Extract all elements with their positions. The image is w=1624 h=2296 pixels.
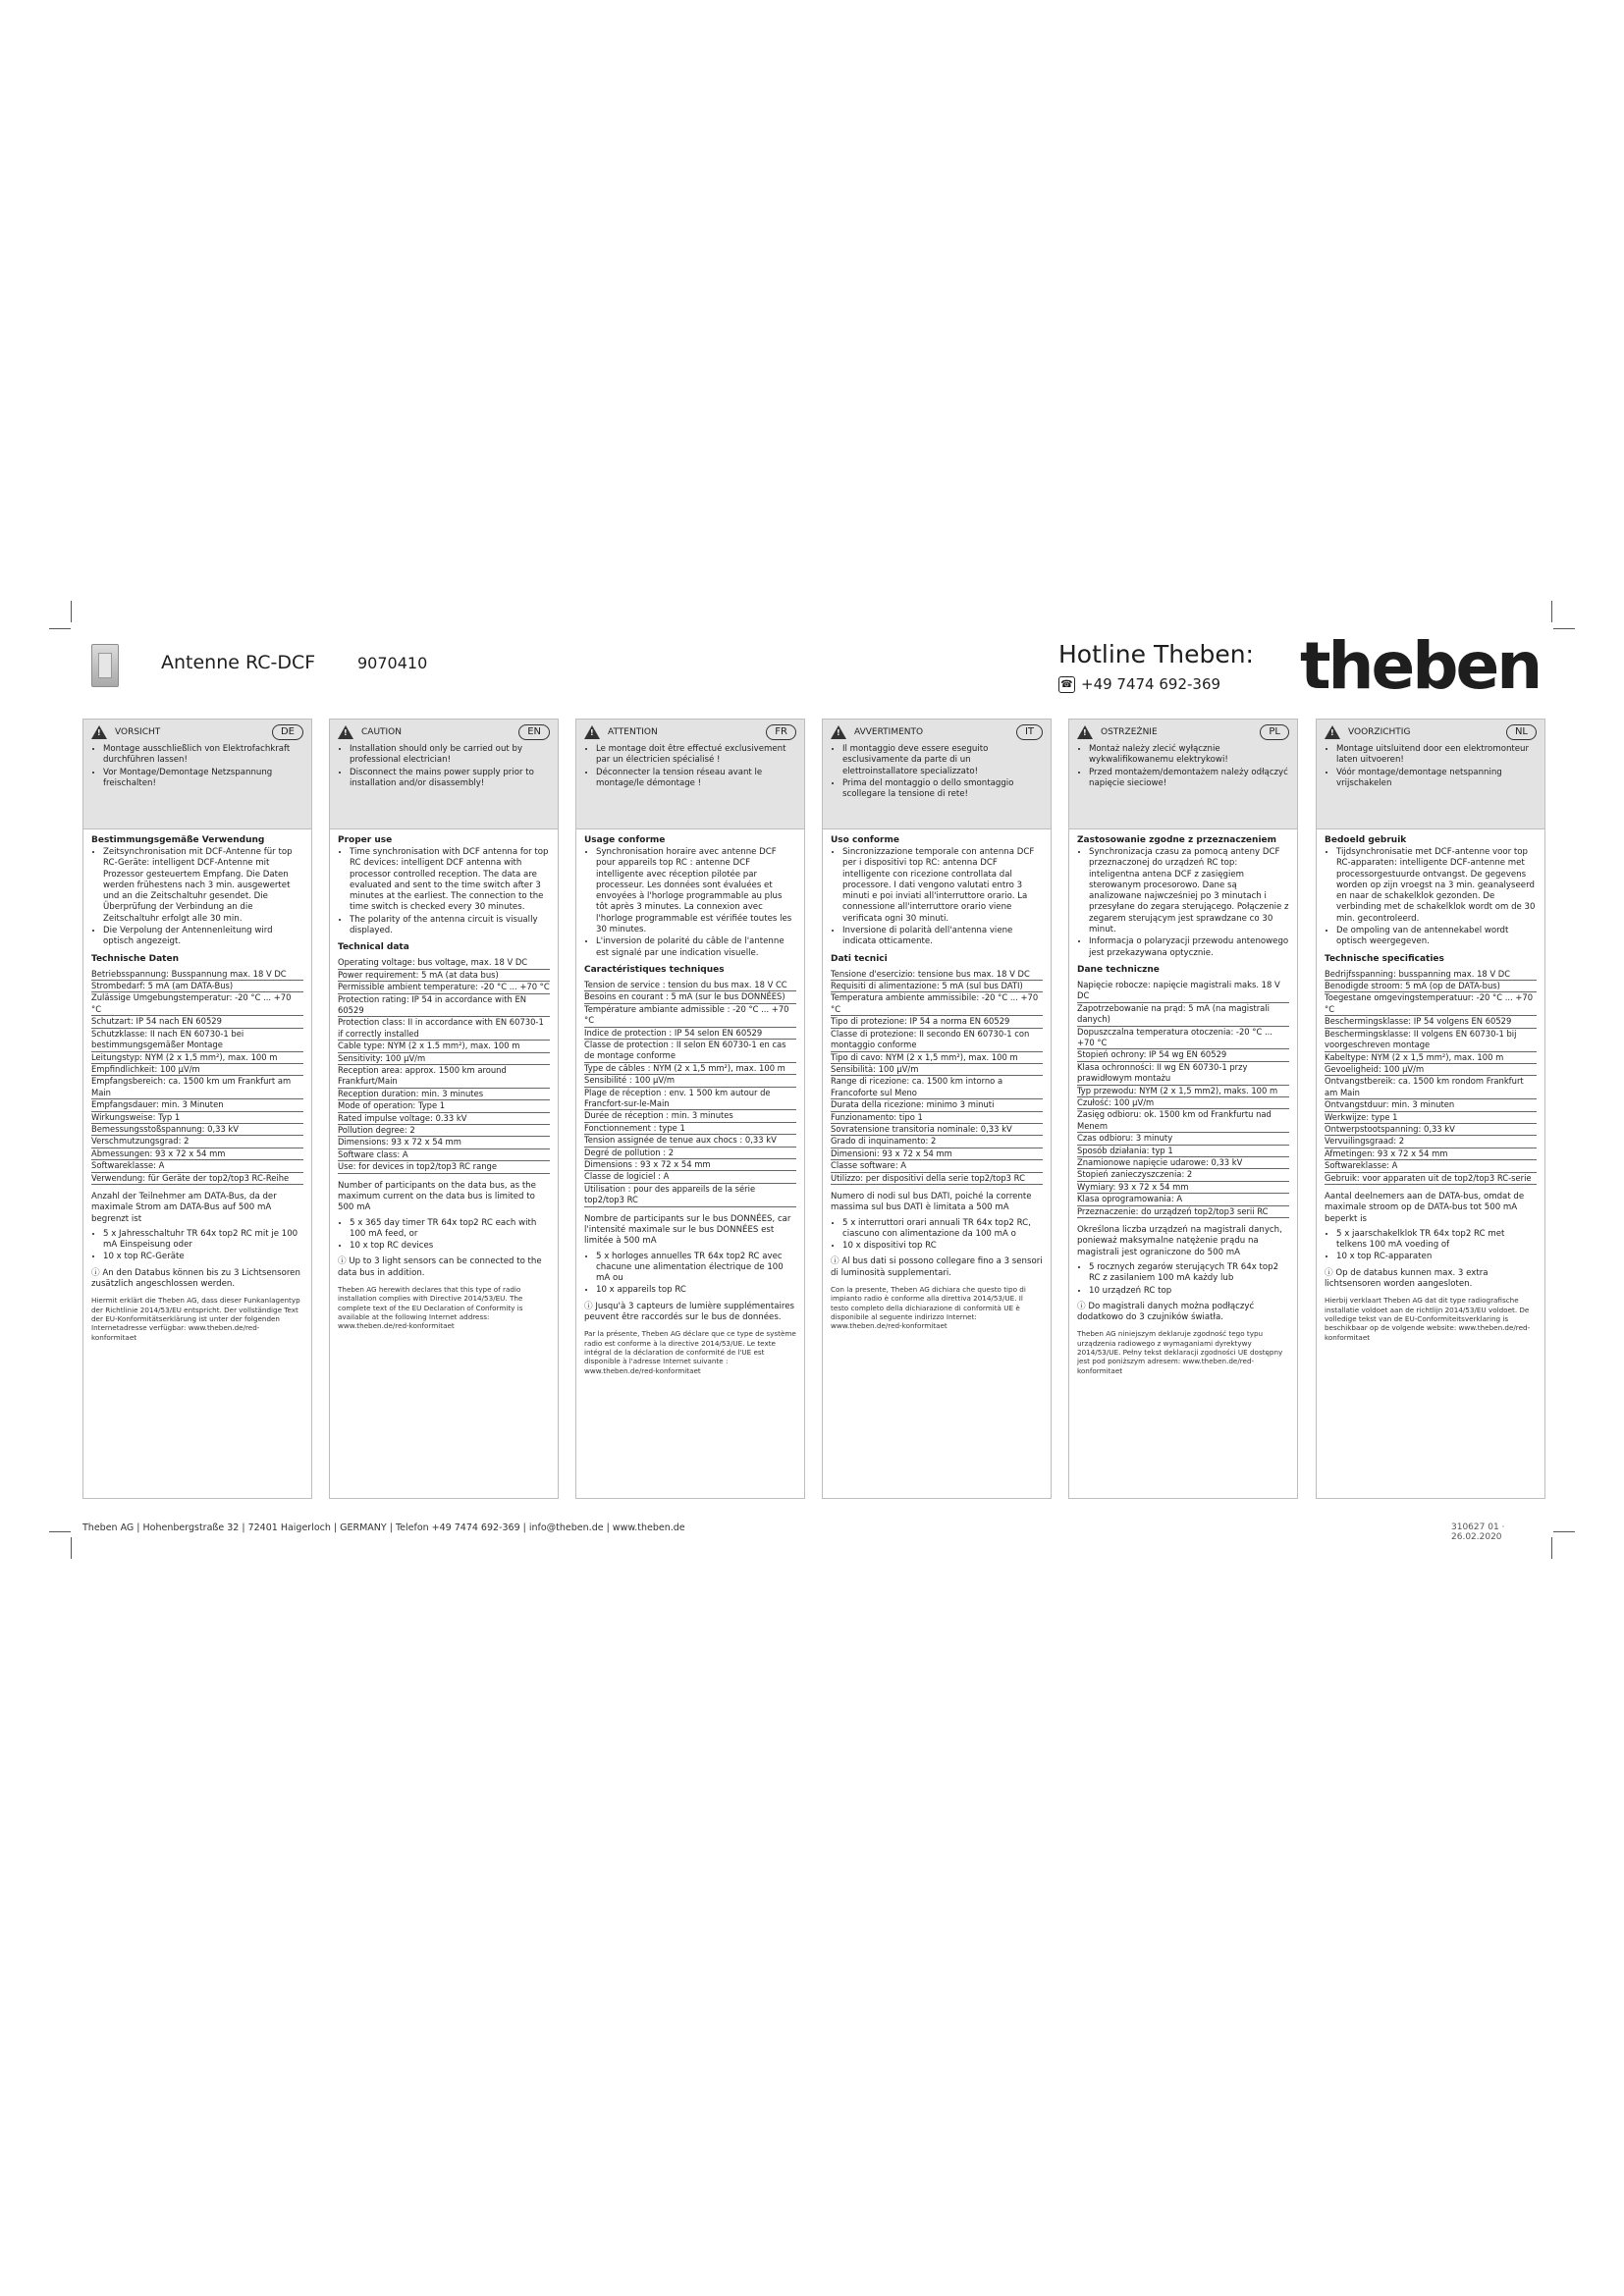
tech-row: Stopień ochrony: IP 54 wg EN 60529 xyxy=(1077,1049,1289,1061)
crop-mark xyxy=(1553,1531,1575,1532)
tech-row: Sensibilité : 100 µV/m xyxy=(584,1075,796,1087)
phone-icon: ☎ xyxy=(1058,676,1075,693)
section-heading-tech: Technische specificaties xyxy=(1325,953,1444,964)
tech-row: Bedrijfsspanning: busspanning max. 18 V DC xyxy=(1325,969,1537,981)
tech-row: Type de câbles : NYM (2 x 1,5 mm²), max. 100 m xyxy=(584,1063,796,1075)
use-list xyxy=(338,847,550,936)
document-number: 310627 01 · 26.02.2020 xyxy=(1451,1522,1505,1542)
list-item: • Montage ausschließlich von Elektrofachkraft durchführen lassen! xyxy=(103,744,303,767)
tech-row: Software class: A xyxy=(338,1149,550,1161)
language-badge: DE xyxy=(272,724,303,740)
crop-mark xyxy=(49,1531,71,1532)
tech-row: Zulässige Umgebungstemperatur: -20 °C ... +70 °C xyxy=(91,992,303,1016)
tech-row: Vervuilingsgraad: 2 xyxy=(1325,1136,1537,1148)
tech-row: Toegestane omgevingstemperatuur: -20 °C ... +70 °C xyxy=(1325,992,1537,1016)
tech-row: Dopuszczalna temperatura otoczenia: -20 °C ... +70 °C xyxy=(1077,1027,1289,1050)
list-item: • 10 x top RC devices xyxy=(350,1241,550,1252)
list-item: • 5 x interruttori orari annuali TR 64x top2 RC, ciascuno con alimentazione da 100 mA o xyxy=(842,1218,1043,1241)
section-heading-use: Bestimmungsgemäße Verwendung xyxy=(91,835,265,845)
list-item: • Sincronizzazione temporale con antenna DCF per i dispositivi top RC: antenna DCF intelligente con ricezione controllata dal processore. I dati vengono valutati entro 3 minuti e poi inviati all'interruttore orario. La connessione all'interruttore orario viene verificata ogni 30 minuti. xyxy=(842,847,1043,925)
language-column-it xyxy=(822,719,1052,1499)
list-item: • 10 x appareils top RC xyxy=(596,1285,796,1296)
bus-list xyxy=(338,1218,550,1253)
list-item: • Time synchronisation with DCF antenna for top RC devices: intelligent DCF antenna with processor controlled reception. The data are evaluated and sent to the time switch after 3 minutes at the earliest. The connection to the time switch is checked every 30 minutes. xyxy=(350,847,550,914)
section-heading-use: Bedoeld gebruik xyxy=(1325,835,1407,845)
conformity-declaration: Par la présente, Theben AG déclare que ce type de système radio est conforme à la directive 2014/53/UE. Le texte intégral de la déclaration de conformité de l'UE est disponible à l'adresse Internet suivante : www.theben.de/red-konformitaet xyxy=(584,1329,796,1375)
warning-list xyxy=(584,744,796,789)
warning-icon: ! xyxy=(1077,725,1093,739)
use-list xyxy=(831,847,1043,948)
crop-mark xyxy=(1551,601,1552,622)
bus-text: Aantal deelnemers aan de DATA-bus, omdat de maximale stroom op de DATA-bus tot 500 mA beperkt is xyxy=(1325,1191,1525,1224)
tech-row: Sposób działania: typ 1 xyxy=(1077,1146,1289,1157)
tech-row: Power requirement: 5 mA (at data bus) xyxy=(338,970,550,982)
warning-box xyxy=(330,720,558,829)
section-heading-tech: Caractéristiques techniques xyxy=(584,964,725,975)
warning-list xyxy=(1077,744,1289,789)
list-item: • L'inversion de polarité du câble de l'antenne est signalé par une indication visuelle. xyxy=(596,936,796,959)
tech-row: Besoins en courant : 5 mA (sur le bus DONNÉES) xyxy=(584,991,796,1003)
tech-row: Przeznaczenie: do urządzeń top2/top3 serii RC xyxy=(1077,1206,1289,1218)
tech-row: Betriebsspannung: Busspannung max. 18 V DC xyxy=(91,969,303,981)
tech-row: Permissible ambient temperature: -20 °C ... +70 °C xyxy=(338,982,550,993)
warning-list xyxy=(338,744,550,789)
bus-list xyxy=(584,1252,796,1297)
language-badge: IT xyxy=(1016,724,1043,740)
tech-row: Tensione d'esercizio: tensione bus max. 18 V DC xyxy=(831,969,1043,981)
tech-row: Schutzart: IP 54 nach EN 60529 xyxy=(91,1016,303,1028)
info-note: ⓘ Al bus dati si possono collegare fino a 3 sensori di luminosità supplementari. xyxy=(831,1256,1043,1278)
list-item: • Le montage doit être effectué exclusivement par un électricien spécialisé ! xyxy=(596,744,796,767)
bus-text: Określona liczba urządzeń na magistrali danych, ponieważ maksymalne natężenie prądu na magistrali jest ograniczone do 500 mA xyxy=(1077,1225,1282,1257)
tech-row: Dimensioni: 93 x 72 x 54 mm xyxy=(831,1148,1043,1160)
tech-row: Durée de réception : min. 3 minutes xyxy=(584,1110,796,1122)
tech-row: Ontwerpstootspanning: 0,33 kV xyxy=(1325,1124,1537,1136)
warning-icon: ! xyxy=(91,725,107,739)
tech-row: Utilizzo: per dispositivi della serie top2/top3 RC xyxy=(831,1173,1043,1185)
hotline-label: Hotline Theben: xyxy=(1058,640,1254,668)
tech-row: Beschermingsklasse: IP 54 volgens EN 60529 xyxy=(1325,1016,1537,1028)
list-item: • De ompoling van de antennekabel wordt optisch weergegeven. xyxy=(1336,926,1537,948)
use-list xyxy=(1077,847,1289,959)
tech-row: Leitungstyp: NYM (2 x 1,5 mm²), max. 100 m xyxy=(91,1052,303,1064)
warning-title: ATTENTION xyxy=(608,727,658,737)
language-badge: NL xyxy=(1506,724,1537,740)
tech-row: Klasa ochronności: II wg EN 60730-1 przy prawidłowym montażu xyxy=(1077,1062,1289,1086)
list-item: • Installation should only be carried out by professional electrician! xyxy=(350,744,550,767)
hotline-phone xyxy=(1058,675,1220,693)
tech-row: Indice de protection : IP 54 selon EN 60529 xyxy=(584,1028,796,1040)
tech-row: Tension de service : tension du bus max. 18 V CC xyxy=(584,980,796,991)
list-item: • The polarity of the antenna circuit is visually displayed. xyxy=(350,915,550,937)
crop-mark xyxy=(49,628,71,629)
tech-row: Rated impulse voltage: 0.33 kV xyxy=(338,1113,550,1125)
tech-row: Werkwijze: type 1 xyxy=(1325,1112,1537,1124)
tech-row: Sensibilità: 100 µV/m xyxy=(831,1064,1043,1076)
list-item: • Vor Montage/Demontage Netzspannung freischalten! xyxy=(103,768,303,790)
warning-title: CAUTION xyxy=(361,727,402,737)
bus-list xyxy=(831,1218,1043,1253)
tech-row: Dimensions : 93 x 72 x 54 mm xyxy=(584,1159,796,1171)
bus-list xyxy=(91,1229,303,1263)
section-heading-use: Usage conforme xyxy=(584,835,666,845)
tech-row: Ontvangstduur: min. 3 minuten xyxy=(1325,1099,1537,1111)
warning-box xyxy=(1069,720,1297,829)
list-item: • 10 x top RC-Geräte xyxy=(103,1252,303,1262)
article-number: 9070410 xyxy=(357,654,428,672)
list-item: • 5 x Jahresschaltuhr TR 64x top2 RC mit je 100 mA Einspeisung oder xyxy=(103,1229,303,1252)
instruction-sheet xyxy=(82,628,1545,1542)
tech-row: Classe software: A xyxy=(831,1160,1043,1172)
list-item: • Il montaggio deve essere eseguito esclusivamente da parte di un elettroinstallatore specializzato! xyxy=(842,744,1043,777)
warning-title: VORSICHT xyxy=(115,727,161,737)
tech-row: Grado di inquinamento: 2 xyxy=(831,1136,1043,1148)
warning-list xyxy=(91,744,303,789)
language-column-fr xyxy=(575,719,805,1499)
tech-row: Dimensions: 93 x 72 x 54 mm xyxy=(338,1137,550,1148)
tech-row: Utilisation : pour des appareils de la série top2/top3 RC xyxy=(584,1184,796,1207)
list-item: • 5 rocznych zegarów sterujących TR 64x top2 RC z zasilaniem 100 mA każdy lub xyxy=(1089,1262,1289,1285)
info-note: ⓘ Op de databus kunnen max. 3 extra lichtsensoren worden aangesloten. xyxy=(1325,1267,1489,1290)
tech-row: Use: for devices in top2/top3 RC range xyxy=(338,1161,550,1173)
list-item: • Synchronisation horaire avec antenne DCF pour appareils top RC : antenne DCF intelligente avec réception pilotée par processeur. Les données sont évaluées et envoyées à l'horloge programmable au plus tôt après 3 minutes. La connexion avec l'horloge programmable est vérifiée toutes les 30 minutes. xyxy=(596,847,796,935)
bus-text: Numero di nodi sul bus DATI, poiché la corrente massima sul bus DATI è limitata a 500 mA xyxy=(831,1191,1032,1213)
tech-row: Funzionamento: tipo 1 xyxy=(831,1112,1043,1124)
tech-row: Abmessungen: 93 x 72 x 54 mm xyxy=(91,1148,303,1160)
conformity-declaration: Hiermit erklärt die Theben AG, dass dieser Funkanlagentyp der Richtlinie 2014/53/EU entspricht. Der vollständige Text der EU-Konformitätserklärung ist unter der folgenden Internetadresse verfügbar: www.theben.de/red-konformitaet xyxy=(91,1296,300,1342)
crop-mark xyxy=(1553,628,1575,629)
tech-data-table xyxy=(338,957,550,1173)
language-column-pl xyxy=(1068,719,1298,1499)
use-list xyxy=(91,847,303,948)
conformity-declaration: Theben AG niniejszym deklaruje zgodność tego typu urządzenia radiowego z wymaganiami dyrektywy 2014/53/UE. Pełny tekst deklaracji zgodności UE dostępny jest pod poniższym adresem: www.theben.de/red-konformitaet xyxy=(1077,1329,1283,1375)
bus-list xyxy=(1325,1229,1537,1263)
warning-title: AVVERTIMENTO xyxy=(854,727,924,737)
warning-box xyxy=(576,720,804,829)
tech-row: Verschmutzungsgrad: 2 xyxy=(91,1136,303,1148)
warning-icon: ! xyxy=(584,725,600,739)
footer-address: Theben AG | Hohenbergstraße 32 | 72401 Haigerloch | GERMANY | Telefon +49 7474 692-369 | info@theben.de | www.theben.de xyxy=(82,1522,685,1533)
list-item: • 10 x top RC-apparaten xyxy=(1336,1252,1537,1262)
product-image xyxy=(91,644,119,687)
tech-row: Durata della ricezione: minimo 3 minuti xyxy=(831,1099,1043,1111)
tech-row: Typ przewodu: NYM (2 x 1,5 mm2), maks. 100 m xyxy=(1077,1086,1289,1097)
tech-row: Verwendung: für Geräte der top2/top3 RC-Reihe xyxy=(91,1173,303,1185)
warning-icon: ! xyxy=(831,725,846,739)
language-column-nl xyxy=(1316,719,1545,1499)
warning-box xyxy=(1317,720,1544,829)
tech-row: Tension assignée de tenue aux chocs : 0,33 kV xyxy=(584,1135,796,1147)
tech-row: Benodigde stroom: 5 mA (op de DATA-bus) xyxy=(1325,981,1537,992)
tech-row: Protection rating: IP 54 in accordance with EN 60529 xyxy=(338,994,550,1018)
product-title: Antenne RC-DCF xyxy=(161,652,316,673)
warning-box xyxy=(823,720,1051,829)
bus-text: Nombre de participants sur le bus DONNÉES, car l'intensité maximale sur le bus DONNÉES est limitée à 500 mA xyxy=(584,1213,791,1247)
list-item: • Die Verpolung der Antennenleitung wird optisch angezeigt. xyxy=(103,926,303,948)
tech-data-table xyxy=(831,969,1043,1185)
tech-row: Température ambiante admissible : -20 °C ... +70 °C xyxy=(584,1004,796,1028)
tech-row: Temperatura ambiente ammissibile: -20 °C ... +70 °C xyxy=(831,992,1043,1016)
tech-row: Zapotrzebowanie na prąd: 5 mA (na magistrali danych) xyxy=(1077,1003,1289,1027)
info-note: ⓘ Up to 3 light sensors can be connected to the data bus in addition. xyxy=(338,1256,542,1278)
tech-row: Classe de logiciel : A xyxy=(584,1171,796,1183)
tech-row: Empfangsdauer: min. 3 Minuten xyxy=(91,1099,303,1111)
use-list xyxy=(584,847,796,959)
bus-list xyxy=(1077,1262,1289,1297)
language-column-en xyxy=(329,719,559,1499)
list-item: • Przed montażem/demontażem należy odłączyć napięcie sieciowe! xyxy=(1089,768,1289,790)
brand-logo: theben xyxy=(1300,628,1541,704)
tech-row: Operating voltage: bus voltage, max. 18 V DC xyxy=(338,957,550,969)
tech-row: Wymiary: 93 x 72 x 54 mm xyxy=(1077,1182,1289,1194)
tech-row: Reception area: approx. 1500 km around Frankfurt/Main xyxy=(338,1065,550,1089)
tech-row: Empfangsbereich: ca. 1500 km um Frankfurt am Main xyxy=(91,1076,303,1099)
bus-text: Number of participants on the data bus, as the maximum current on the data bus is limited to 500 mA xyxy=(338,1180,536,1213)
tech-row: Napięcie robocze: napięcie magistrali maks. 18 V DC xyxy=(1077,980,1289,1003)
warning-icon: ! xyxy=(1325,725,1340,739)
tech-row: Empfindlichkeit: 100 µV/m xyxy=(91,1064,303,1076)
crop-mark xyxy=(71,1537,72,1559)
tech-row: Ontvangstbereik: ca. 1500 km rondom Frankfurt am Main xyxy=(1325,1076,1537,1099)
language-columns xyxy=(82,719,1545,1499)
list-item: • Disconnect the mains power supply prior to installation and/or disassembly! xyxy=(350,768,550,790)
list-item: • 5 x jaarschakelklok TR 64x top2 RC met telkens 100 mA voeding of xyxy=(1336,1229,1537,1252)
phone-number: +49 7474 692-369 xyxy=(1081,675,1221,693)
list-item: • Prima del montaggio o dello smontaggio scollegare la tensione di rete! xyxy=(842,778,1043,801)
tech-row: Beschermingsklasse: II volgens EN 60730-1 bij voorgeschreven montage xyxy=(1325,1029,1537,1052)
tech-row: Fonctionnement : type 1 xyxy=(584,1123,796,1135)
tech-row: Classe de protection : II selon EN 60730-1 en cas de montage conforme xyxy=(584,1040,796,1063)
list-item: • Montaż należy zlecić wyłącznie wykwalifikowanemu elektrykowi! xyxy=(1089,744,1289,767)
language-column-de xyxy=(82,719,312,1499)
tech-row: Wirkungsweise: Typ 1 xyxy=(91,1112,303,1124)
tech-row: Klasa oprogramowania: A xyxy=(1077,1194,1289,1205)
conformity-declaration: Hierbij verklaart Theben AG dat dit type radiografische installatie voldoet aan de richtlijn 2014/53/EU voldoet. De volledige tekst van de EU-Conformiteitsverklaring is beschikbaar op de volgende website: www.theben.de/red-konformitaet xyxy=(1325,1296,1531,1342)
list-item: • 5 x 365 day timer TR 64x top2 RC each with 100 mA feed, or xyxy=(350,1218,550,1241)
section-heading-use: Proper use xyxy=(338,835,393,845)
section-heading-use: Uso conforme xyxy=(831,835,899,845)
language-badge: PL xyxy=(1260,724,1289,740)
bus-text: Anzahl der Teilnehmer am DATA-Bus, da der maximale Strom am DATA-Bus auf 500 mA begrenzt ist xyxy=(91,1191,277,1224)
tech-row: Stopień zanieczyszczenia: 2 xyxy=(1077,1169,1289,1181)
tech-data-table xyxy=(91,969,303,1185)
language-badge: EN xyxy=(518,724,550,740)
list-item: • Vóór montage/demontage netspanning vrijschakelen xyxy=(1336,768,1537,790)
list-item: • 5 x horloges annuelles TR 64x top2 RC avec chacune une alimentation électrique de 100 mA ou xyxy=(596,1252,796,1285)
language-badge: FR xyxy=(766,724,796,740)
section-heading-use: Zastosowanie zgodne z przeznaczeniem xyxy=(1077,835,1277,845)
section-heading-tech: Dati tecnici xyxy=(831,953,888,964)
tech-row: Softwareklasse: A xyxy=(1325,1160,1537,1172)
tech-row: Reception duration: min. 3 minutes xyxy=(338,1089,550,1100)
list-item: • Inversione di polarità dell'antenna viene indicata otticamente. xyxy=(842,926,1043,948)
tech-row: Cable type: NYM (2 x 1.5 mm²), max. 100 m xyxy=(338,1041,550,1052)
tech-row: Znamionowe napięcie udarowe: 0,33 kV xyxy=(1077,1157,1289,1169)
info-note: ⓘ Jusqu'à 3 capteurs de lumière supplémentaires peuvent être raccordés sur le bus de données. xyxy=(584,1301,795,1323)
tech-row: Tipo di protezione: IP 54 a norma EN 60529 xyxy=(831,1016,1043,1028)
warning-title: OSTRZEŻNIE xyxy=(1101,727,1158,737)
list-item: • Zeitsynchronisation mit DCF-Antenne für top RC-Geräte: intelligent DCF-Antenne mit Prozessor gesteuertem Empfang. Die Daten werden frühestens nach 3 min. ausgewertet und an die Zeitschaltuhr gesendet. Die Überprüfung der Verbindung an die Zeitschaltuhr erfolgt alle 30 min. xyxy=(103,847,303,925)
tech-row: Classe di protezione: II secondo EN 60730-1 con montaggio conforme xyxy=(831,1029,1043,1052)
list-item: • Montage uitsluitend door een elektromonteur laten uitvoeren! xyxy=(1336,744,1537,767)
warning-title: VOORZICHTIG xyxy=(1348,727,1411,737)
list-item: • Informacja o polaryzacji przewodu antenowego jest przekazywana optycznie. xyxy=(1089,936,1289,959)
tech-row: Degré de pollution : 2 xyxy=(584,1148,796,1159)
section-heading-tech: Technische Daten xyxy=(91,953,179,964)
warning-box xyxy=(83,720,311,829)
list-item: • Déconnecter la tension réseau avant le montage/le démontage ! xyxy=(596,768,796,790)
tech-row: Czułość: 100 µV/m xyxy=(1077,1097,1289,1109)
tech-row: Pollution degree: 2 xyxy=(338,1125,550,1137)
info-note: ⓘ An den Databus können bis zu 3 Lichtsensoren zusätzlich angeschlossen werden. xyxy=(91,1267,300,1290)
warning-icon: ! xyxy=(338,725,353,739)
crop-mark xyxy=(1551,1537,1552,1559)
tech-row: Sovratensione transitoria nominale: 0,33 kV xyxy=(831,1124,1043,1136)
conformity-declaration: Theben AG herewith declares that this type of radio installation complies with Directive 2014/53/EU. The complete text of the EU Declaration of Conformity is available at the following Internet address: www.theben.de/red-konformitaet xyxy=(338,1285,523,1331)
conformity-declaration: Con la presente, Theben AG dichiara che questo tipo di impianto radio è conforme alla direttiva 2014/53/UE. Il testo completo della dichiarazione di conformità UE è disponibile al seguente indirizzo Internet: www.theben.de/red-konformitaet xyxy=(831,1285,1026,1331)
tech-row: Kabeltype: NYM (2 x 1,5 mm²), max. 100 m xyxy=(1325,1052,1537,1064)
section-heading-tech: Technical data xyxy=(338,942,409,953)
tech-row: Zasięg odbioru: ok. 1500 km od Frankfurtu nad Menem xyxy=(1077,1109,1289,1133)
list-item: • Synchronizacja czasu za pomocą anteny DCF przeznaczonej do urządzeń RC top: inteligentna antena DCF z zasięgiem sterowanym procesorowo. Dane są analizowane najwcześniej po 3 minutach i przesyłane do zegara sterującego. Połączenie z zegarem sterującym jest sprawdzane co 30 minut. xyxy=(1089,847,1289,935)
list-item: • 10 urządzeń RC top xyxy=(1089,1286,1289,1297)
tech-row: Mode of operation: Type 1 xyxy=(338,1100,550,1112)
use-list xyxy=(1325,847,1537,948)
tech-row: Protection class: II in accordance with EN 60730-1 if correctly installed xyxy=(338,1017,550,1041)
tech-data-table xyxy=(1077,980,1289,1218)
list-item: • Tijdsynchronisatie met DCF-antenne voor top RC-apparaten: intelligente DCF-antenne met processorgestuurde ontvangst. De gegevens worden op zijn vroegst na 3 min. geanalyseerd en naar de schakelklok gezonden. De verbinding met de schakelklok wordt om de 30 min. gecontroleerd. xyxy=(1336,847,1537,925)
info-note: ⓘ Do magistrali danych można podłączyć dodatkowo do 3 czujników światła. xyxy=(1077,1301,1255,1323)
tech-row: Range di ricezione: ca. 1500 km intorno a Francoforte sul Meno xyxy=(831,1076,1043,1099)
tech-row: Bemessungsstoßspannung: 0,33 kV xyxy=(91,1124,303,1136)
tech-row: Gevoeligheid: 100 µV/m xyxy=(1325,1064,1537,1076)
warning-list xyxy=(1325,744,1537,789)
tech-row: Requisiti di alimentazione: 5 mA (sul bus DATI) xyxy=(831,981,1043,992)
tech-data-table xyxy=(1325,969,1537,1185)
warning-list xyxy=(831,744,1043,800)
section-heading-tech: Dane techniczne xyxy=(1077,964,1160,975)
tech-row: Sensitivity: 100 µV/m xyxy=(338,1053,550,1065)
tech-row: Czas odbioru: 3 minuty xyxy=(1077,1133,1289,1145)
tech-row: Afmetingen: 93 x 72 x 54 mm xyxy=(1325,1148,1537,1160)
tech-data-table xyxy=(584,980,796,1207)
tech-row: Gebruik: voor apparaten uit de top2/top3 RC-serie xyxy=(1325,1173,1537,1185)
tech-row: Plage de réception : env. 1 500 km autour de Francfort-sur-le-Main xyxy=(584,1088,796,1111)
crop-mark xyxy=(71,601,72,622)
list-item: • 10 x dispositivi top RC xyxy=(842,1241,1043,1252)
tech-row: Strombedarf: 5 mA (am DATA-Bus) xyxy=(91,981,303,992)
tech-row: Schutzklasse: II nach EN 60730-1 bei bestimmungsgemäßer Montage xyxy=(91,1029,303,1052)
tech-row: Softwareklasse: A xyxy=(91,1160,303,1172)
tech-row: Tipo di cavo: NYM (2 x 1,5 mm²), max. 100 m xyxy=(831,1052,1043,1064)
